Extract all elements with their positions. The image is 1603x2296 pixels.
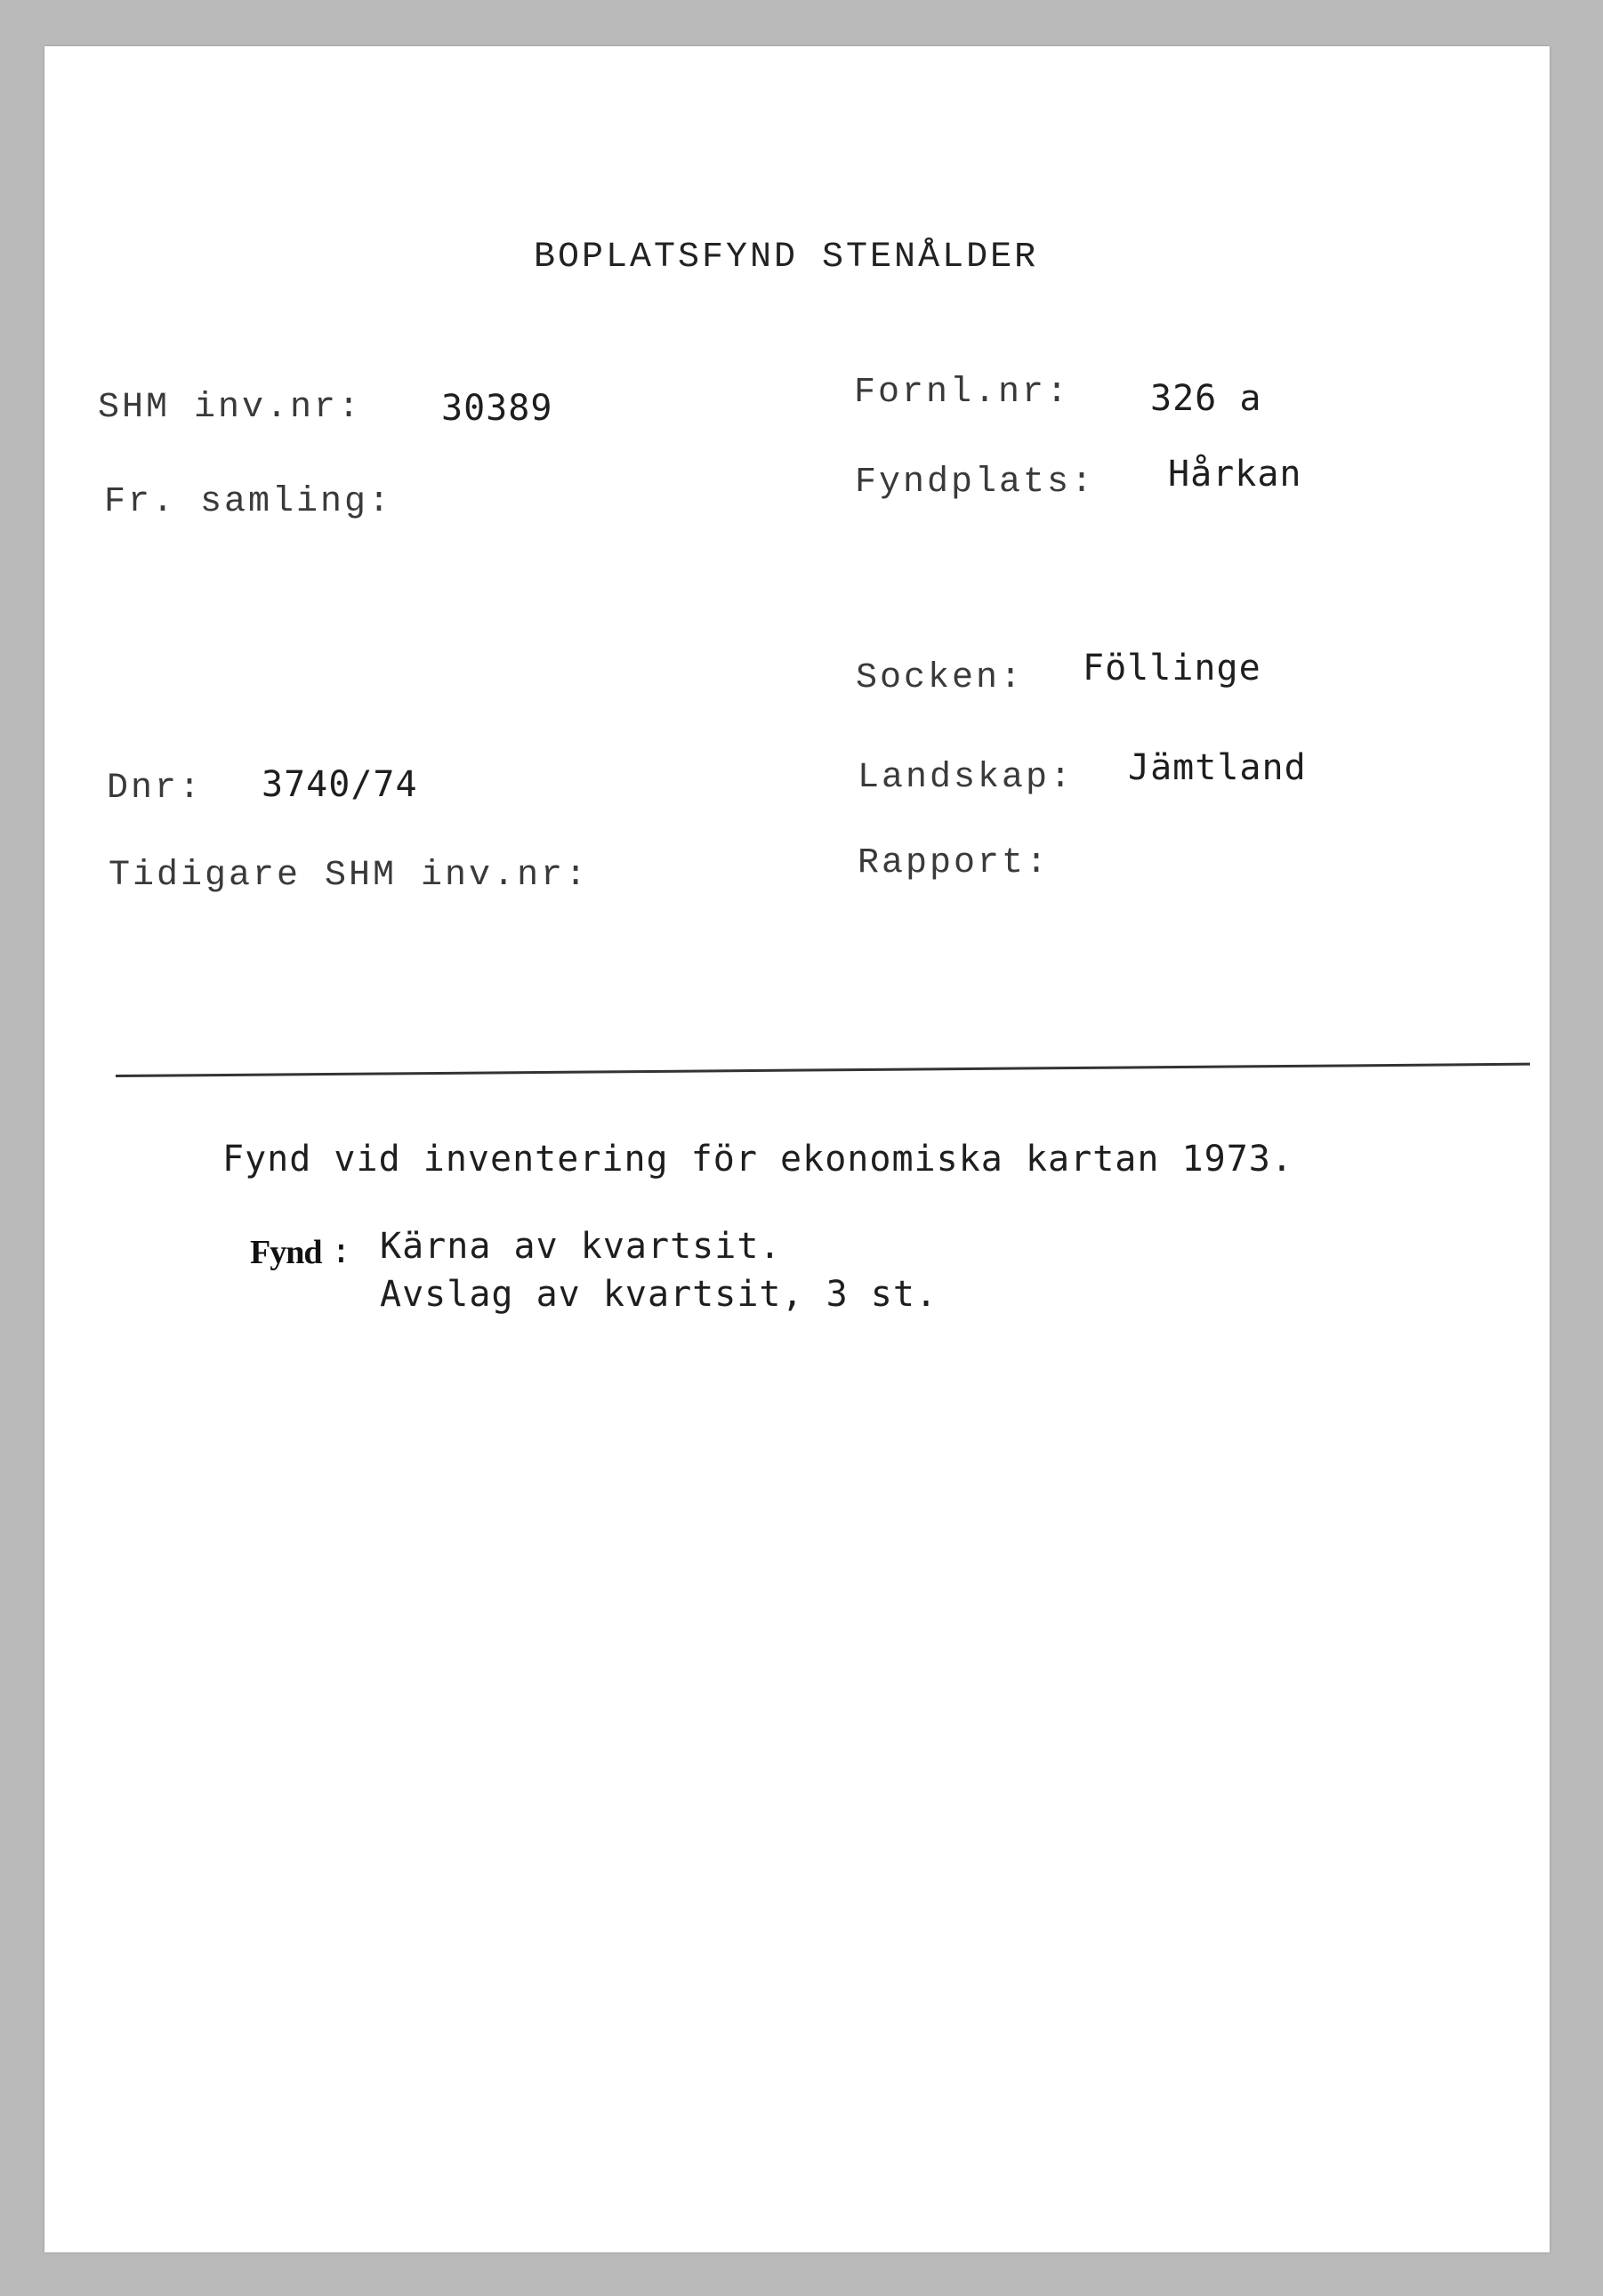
landskap-label: Landskap: [858,758,1075,798]
socken-value: Föllinge [1083,648,1261,689]
card-title: BOPLATSFYND STENÅLDER [534,238,1039,278]
landskap-value: Jämtland [1128,747,1307,788]
fornl-value: 326 a [1150,378,1262,419]
fynd-line-1: Kärna av kvartsit. [380,1226,782,1267]
catalog-card [44,46,1550,2252]
shm-inv-label: SHM inv.nr: [98,388,363,428]
shm-inv-value: 30389 [441,388,553,429]
socken-label: Socken: [856,658,1025,698]
fynd-line-2: Avslag av kvartsit, 3 st. [380,1274,938,1315]
tidigare-shm-inv-label: Tidigare SHM inv.nr: [109,856,590,896]
rapport-label: Rapport: [858,843,1051,883]
find-description: Fynd vid inventering för ekonomiska kartan 1973. [222,1139,1293,1180]
fynd-colon: : [331,1231,351,1270]
fynd-label: Fynd [250,1234,322,1271]
fyndplats-value: Hårkan [1168,454,1302,495]
divider-line [116,1063,1530,1077]
dnr-value: 3740/74 [262,764,418,805]
fyndplats-label: Fyndplats: [855,463,1096,503]
dnr-label: Dnr: [107,769,204,809]
fornl-label: Fornl.nr: [854,373,1071,413]
fr-samling-label: Fr. samling: [104,482,393,522]
